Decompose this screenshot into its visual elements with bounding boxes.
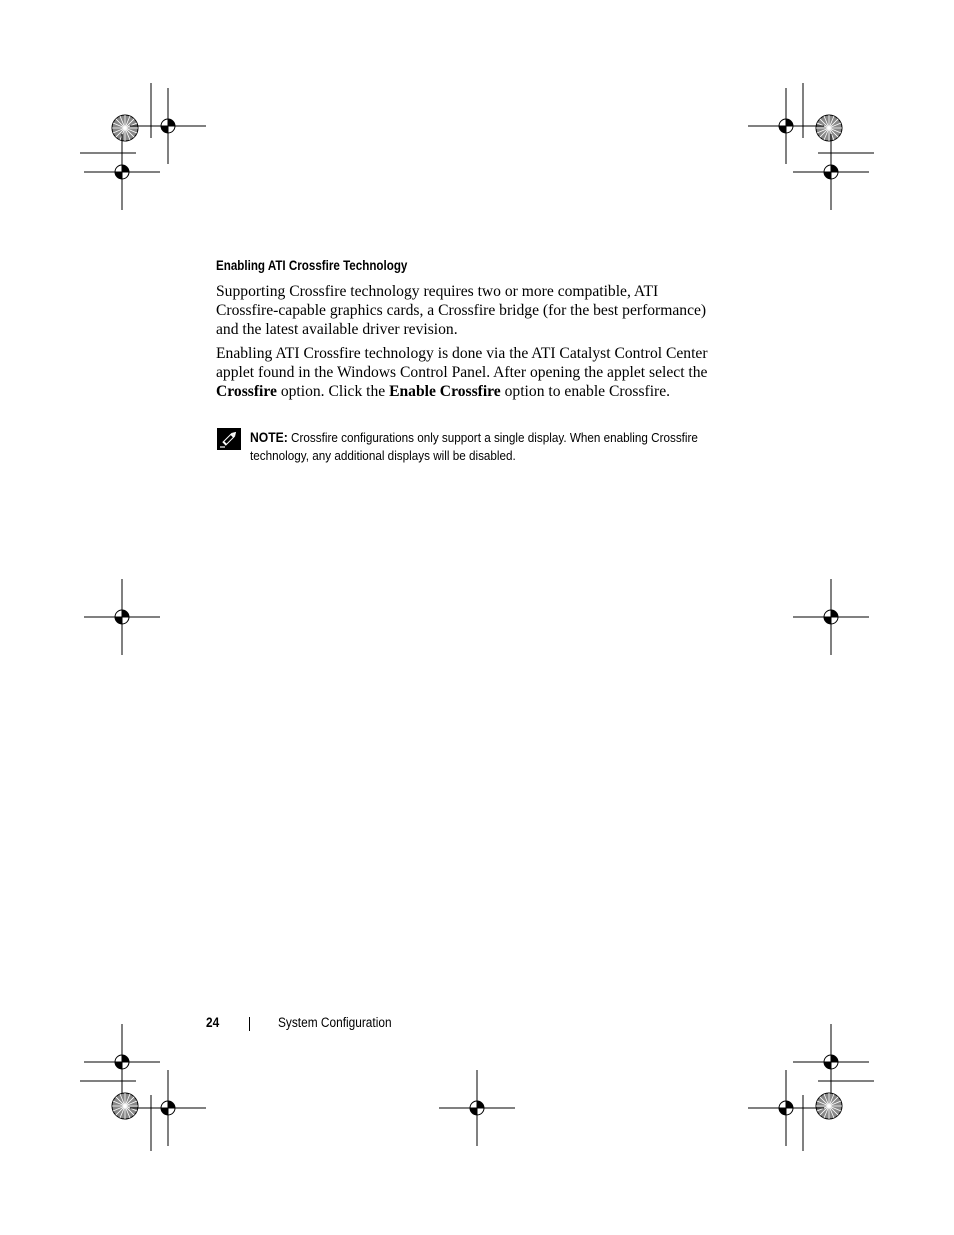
crosshair-mark [84, 1024, 160, 1100]
starburst-mark-top-right [816, 115, 842, 141]
note-callout [250, 429, 718, 464]
crosshair-mark [793, 1024, 869, 1100]
crosshair-mark [748, 1070, 824, 1146]
footer-divider [249, 1017, 250, 1031]
note-text: Crossfire configurations only support a single display. When enabling Crossfire technology, any additional displays will be disabled. [250, 430, 698, 463]
body-paragraph-instructions [216, 345, 721, 401]
footer-section-title: System Configuration [278, 1015, 392, 1030]
crosshair-mark [793, 134, 869, 210]
starburst-mark-bottom-left [112, 1093, 138, 1119]
crosshair-mark [84, 579, 160, 655]
pencil-note-icon [217, 428, 241, 450]
paragraph-text: option. Click the [276, 382, 390, 400]
enable-crossfire-term: Enable Crossfire [389, 382, 501, 400]
crosshair-mark [748, 88, 824, 164]
crossfire-option-term: Crossfire [216, 382, 277, 400]
section-heading: Enabling ATI Crossfire Technology [216, 258, 408, 273]
crosshair-mark [439, 1070, 515, 1146]
paragraph-text: Enabling ATI Crossfire technology is done via the ATI Catalyst Control Center applet found in the Windows Control Panel. After opening the applet select the [216, 345, 708, 381]
paragraph-text: option to enable Crossfire. [500, 382, 671, 400]
starburst-mark-bottom-right [816, 1093, 842, 1119]
crosshair-mark [130, 1070, 206, 1146]
crosshair-mark [130, 88, 206, 164]
body-paragraph-requirements: Supporting Crossfire technology requires two or more compatible, ATI Crossfire-capable graphics cards, a Crossfire bridge (for the best performance) and the latest available driver revision. [216, 283, 707, 338]
note-label: NOTE: [250, 430, 288, 445]
crosshair-mark [84, 134, 160, 210]
crosshair-mark [793, 579, 869, 655]
starburst-mark-top-left [112, 115, 138, 141]
page-number: 24 [206, 1015, 220, 1030]
